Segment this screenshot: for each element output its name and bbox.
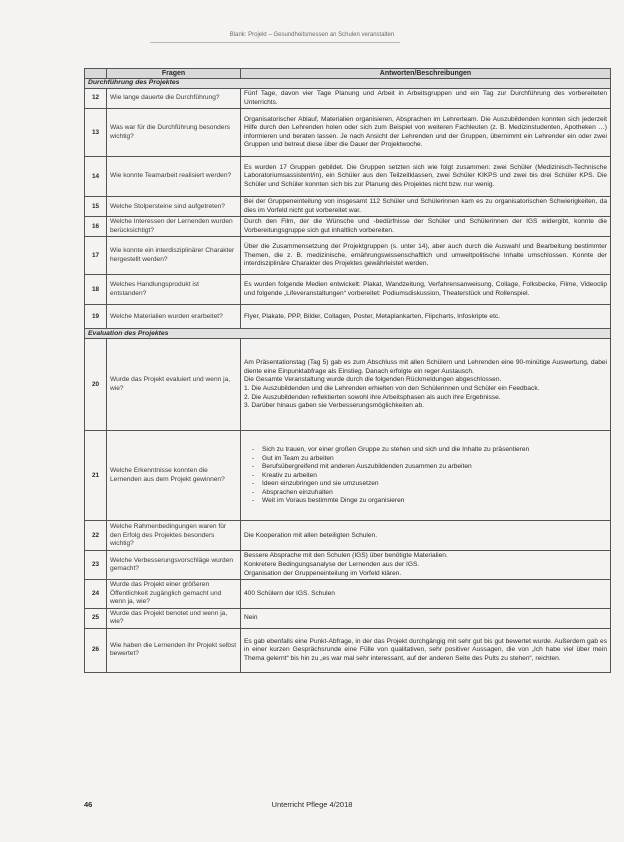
table-row — [85, 237, 611, 275]
answer-bullet: - Weit im Voraus bestimmte Dinge zu organisieren — [252, 497, 607, 506]
answer-cell — [241, 89, 611, 109]
answer-bullet: - Kreativ zu arbeiten — [252, 472, 607, 481]
answer-paragraph: Fünf Tage, davon vier Tage Planung und Arbeit in Arbeitsgruppen und ein Tag zur Durchführung des vorbereiteten Unterrichts. — [244, 90, 607, 106]
answer-paragraph: Die Gesamte Veranstaltung wurde durch die folgenden Rückmeldungen abgeschlossen. — [244, 376, 502, 384]
answer-paragraph: Es wurden 17 Gruppen gebildet. Die Gruppen setzten sich wie folgt zusammen: zwei Schüler (Medizinisch-Technische Laboratoriumsassistent/in), ein Schüler aus den Teilzeitklassen, zwei Schüler KIKPS und zwei bis drei Schüler KPS. Die Schüler und Schüler konnten sich bis zur Planung des Projektes nicht bzw. nur wenig. — [244, 163, 607, 188]
answer-cell — [241, 628, 611, 672]
answer-bullet: - Ideen einzubringen und sie umzusetzen — [252, 480, 607, 489]
row-number: 13 — [85, 109, 107, 157]
answer-paragraph: Es wurden folgende Medien entwickelt: Plakat, Wandzeitung, Verfahrensanweisung, Collage, Folksbecke, Filme, Videoclip und folgende „Lifeveranstaltungen“ vorbereitet: Podiumsdiskussion, Theaterstück und Rollenspiel. — [244, 281, 607, 297]
question-cell: Wurde das Projekt einer größeren Öffentlichkeit zugänglich gemacht und wenn ja, wie? — [107, 580, 241, 609]
table-row — [85, 431, 611, 521]
answer-paragraph: Flyer, Plakate, PPP, Bilder, Collagen, Poster, Metaplankarten, Flipcharts, Infoskripte etc. — [244, 312, 501, 320]
answer-cell — [241, 237, 611, 275]
table-row — [85, 217, 611, 237]
table-row — [85, 89, 611, 109]
answer-paragraph: Organisation der Gruppeneinteilung im Vorfeld klären. — [244, 569, 402, 577]
answer-paragraph: Über die Zusammensetzung der Projektgruppen (s. unter 14), aber auch durch die Auswahl und Bearbeitung bestimmter Themen, die z. B. medizinische, ernährungswissenschaftlich und umweltpolitische Inhalte umschlossen. Konnte der interdisziplinäre Charakter des Projektes gewährleistet werden. — [244, 243, 607, 268]
table-row — [85, 608, 611, 628]
table-row — [85, 275, 611, 305]
answer-paragraph: Die Kooperation mit allen beteiligten Schulen. — [244, 531, 378, 539]
answer-bullet: - Sich zu trauen, vor einer großen Gruppe zu stehen und sich und die Inhalte zu präsentieren — [252, 446, 607, 455]
question-cell: Welche Erkenntnisse konnten die Lernenden aus dem Projekt gewinnen? — [107, 431, 241, 521]
section-title: Durchführung des Projektes — [85, 79, 611, 89]
question-cell: Wie lange dauerte die Durchführung? — [107, 89, 241, 109]
question-cell: Wie haben die Lernenden ihr Projekt selbst bewertet? — [107, 628, 241, 672]
answer-bullet-list — [244, 446, 607, 506]
answer-cell — [241, 275, 611, 305]
section-row — [85, 79, 611, 89]
answer-cell — [241, 580, 611, 609]
answer-paragraph: Konkretere Bedingungsanalyse der Lernenden aus der IGS. — [244, 561, 420, 569]
answer-cell — [241, 551, 611, 580]
row-number: 21 — [85, 431, 107, 521]
row-number: 24 — [85, 580, 107, 609]
table-row — [85, 197, 611, 217]
answer-cell — [241, 109, 611, 157]
question-cell: Wie konnte Teamarbeit realisiert werden? — [107, 157, 241, 197]
answer-paragraph: Bessere Absprache mit den Schulen (IGS) über benötigte Materialien. — [244, 552, 448, 560]
header-num-cell — [85, 69, 107, 79]
answer-paragraph: Bei der Gruppeneinteilung von insgesamt 112 Schüler und Schülerinnen kam es zu organisatorischen Schwierigkeiten, da dies im Vorfeld nicht gut vorbereitet war. — [244, 198, 607, 214]
question-cell: Wurde das Projekt evaluiert und wenn ja, wie? — [107, 339, 241, 431]
question-cell: Wurde das Projekt benotet und wenn ja, wie? — [107, 608, 241, 628]
answer-cell — [241, 305, 611, 329]
question-cell: Was war für die Durchführung besonders wichtig? — [107, 109, 241, 157]
question-cell: Welche Interessen der Lernenden wurden berücksichtigt? — [107, 217, 241, 237]
row-number: 26 — [85, 628, 107, 672]
answer-paragraph: Am Präsentationstag (Tag 5) gab es zum Abschluss mit allen Schülern und Lehrenden eine 90-minütige Auswertung, dabei diente eine Einpunktabfrage als Einstieg. Danach erfolgte ein reger Austausch. — [244, 359, 607, 375]
table-row — [85, 339, 611, 431]
answer-cell — [241, 608, 611, 628]
running-header: Blank: Projekt – Gesundheitsmessen an Schulen veranstalten — [229, 32, 395, 38]
answer-paragraph: Nein — [244, 614, 258, 622]
question-cell: Welche Verbesserungsvorschläge wurden gemacht? — [107, 551, 241, 580]
answer-paragraph: Es gab ebenfalls eine Punkt-Abfrage, in der das Projekt durchgängig mit sehr gut bis gut bewertet wurde. Außerdem gab es in einer kurzen Gesprächsrunde eine Fülle von qualitativen, sehr positiver Aussagen, die von „Ich habe viel über mein Thema gelernt“ bis hin zu „es war mal sehr interessant, auf der anderen Seite des Pults zu stehen“, reichten. — [244, 637, 607, 662]
row-number: 23 — [85, 551, 107, 580]
section-title: Evaluation des Projektes — [85, 329, 611, 339]
answer-cell — [241, 339, 611, 431]
answer-cell — [241, 157, 611, 197]
answer-bullet: - Absprachen einzuhalten — [252, 489, 607, 498]
page-number: 46 — [84, 800, 93, 809]
answer-cell — [241, 431, 611, 521]
publication-title: Unterricht Pflege 4/2018 — [271, 800, 353, 809]
row-number: 18 — [85, 275, 107, 305]
header-questions: Fragen — [107, 69, 241, 79]
answer-paragraph: 1. Die Auszubildenden und die Lehrenden erhielten von den Schülerinnen und Schüler ein Feedback. — [244, 384, 540, 392]
header-rule — [150, 42, 400, 43]
table-row — [85, 628, 611, 672]
question-cell: Welche Materialien wurden erarbeitet? — [107, 305, 241, 329]
row-number: 12 — [85, 89, 107, 109]
table-row — [85, 521, 611, 551]
row-number: 20 — [85, 339, 107, 431]
table-row — [85, 305, 611, 329]
question-cell: Welches Handlungsprodukt ist entstanden? — [107, 275, 241, 305]
answer-cell — [241, 197, 611, 217]
table-row — [85, 109, 611, 157]
section-row — [85, 329, 611, 339]
row-number: 16 — [85, 217, 107, 237]
answer-paragraph: 400 Schülern der IGS. Schulen — [244, 589, 335, 597]
answer-bullet: - Berufsübergreifend mit anderen Auszubildenden zusammen zu arbeiten — [252, 463, 607, 472]
question-cell: Wie konnte ein interdisziplinärer Charakter hergestellt werden? — [107, 237, 241, 275]
answer-paragraph: Organisatorischer Ablauf, Materialien organisieren, Absprachen im Lehrerteam. Die Auszubildenden konnten sich jederzeit Hilfe durch den Lehrenden holen oder sich zum Beispiel von weiteren Fachleuten (z. B. Medizinstudenten, Apotheken …) informieren und beraten lassen. Je nach Ansicht der Lehrenden und der Gruppen, übernimmt ein Lehrender ein oder zwei Gruppen und betreut diese über die Dauer der Projektwoche. — [244, 115, 607, 149]
table-row — [85, 551, 611, 580]
row-number: 25 — [85, 608, 107, 628]
row-number: 17 — [85, 237, 107, 275]
answer-paragraph: 2. Die Auszubildenden reflektierten sowohl ihre Arbeitsphasen als auch ihre Ergebnisse. — [244, 393, 501, 401]
question-cell: Welche Rahmenbedingungen waren für den Erfolg des Projektes besonders wichtig? — [107, 521, 241, 551]
answer-cell — [241, 217, 611, 237]
answer-bullet: - Gut im Team zu arbeiten — [252, 455, 607, 464]
answer-paragraph: Durch den Film, der die Wünsche und -bedürfnisse der Schüler und Schülerinnen der IGS widergibt, konnte die Vorbereitungsgruppe sich gut inhaltlich vorbereiten. — [244, 218, 607, 234]
table-row — [85, 580, 611, 609]
table-row — [85, 157, 611, 197]
question-cell: Welche Stolpersteine sind aufgetreten? — [107, 197, 241, 217]
answer-paragraph: 3. Darüber hinaus gaben sie Verbesserungsmöglichkeiten ab. — [244, 402, 424, 410]
row-number: 14 — [85, 157, 107, 197]
row-number: 22 — [85, 521, 107, 551]
header-answers: Antworten/Beschreibungen — [241, 69, 611, 79]
row-number: 15 — [85, 197, 107, 217]
table-header-row — [85, 69, 611, 79]
answer-cell — [241, 521, 611, 551]
row-number: 19 — [85, 305, 107, 329]
project-table — [84, 68, 611, 673]
